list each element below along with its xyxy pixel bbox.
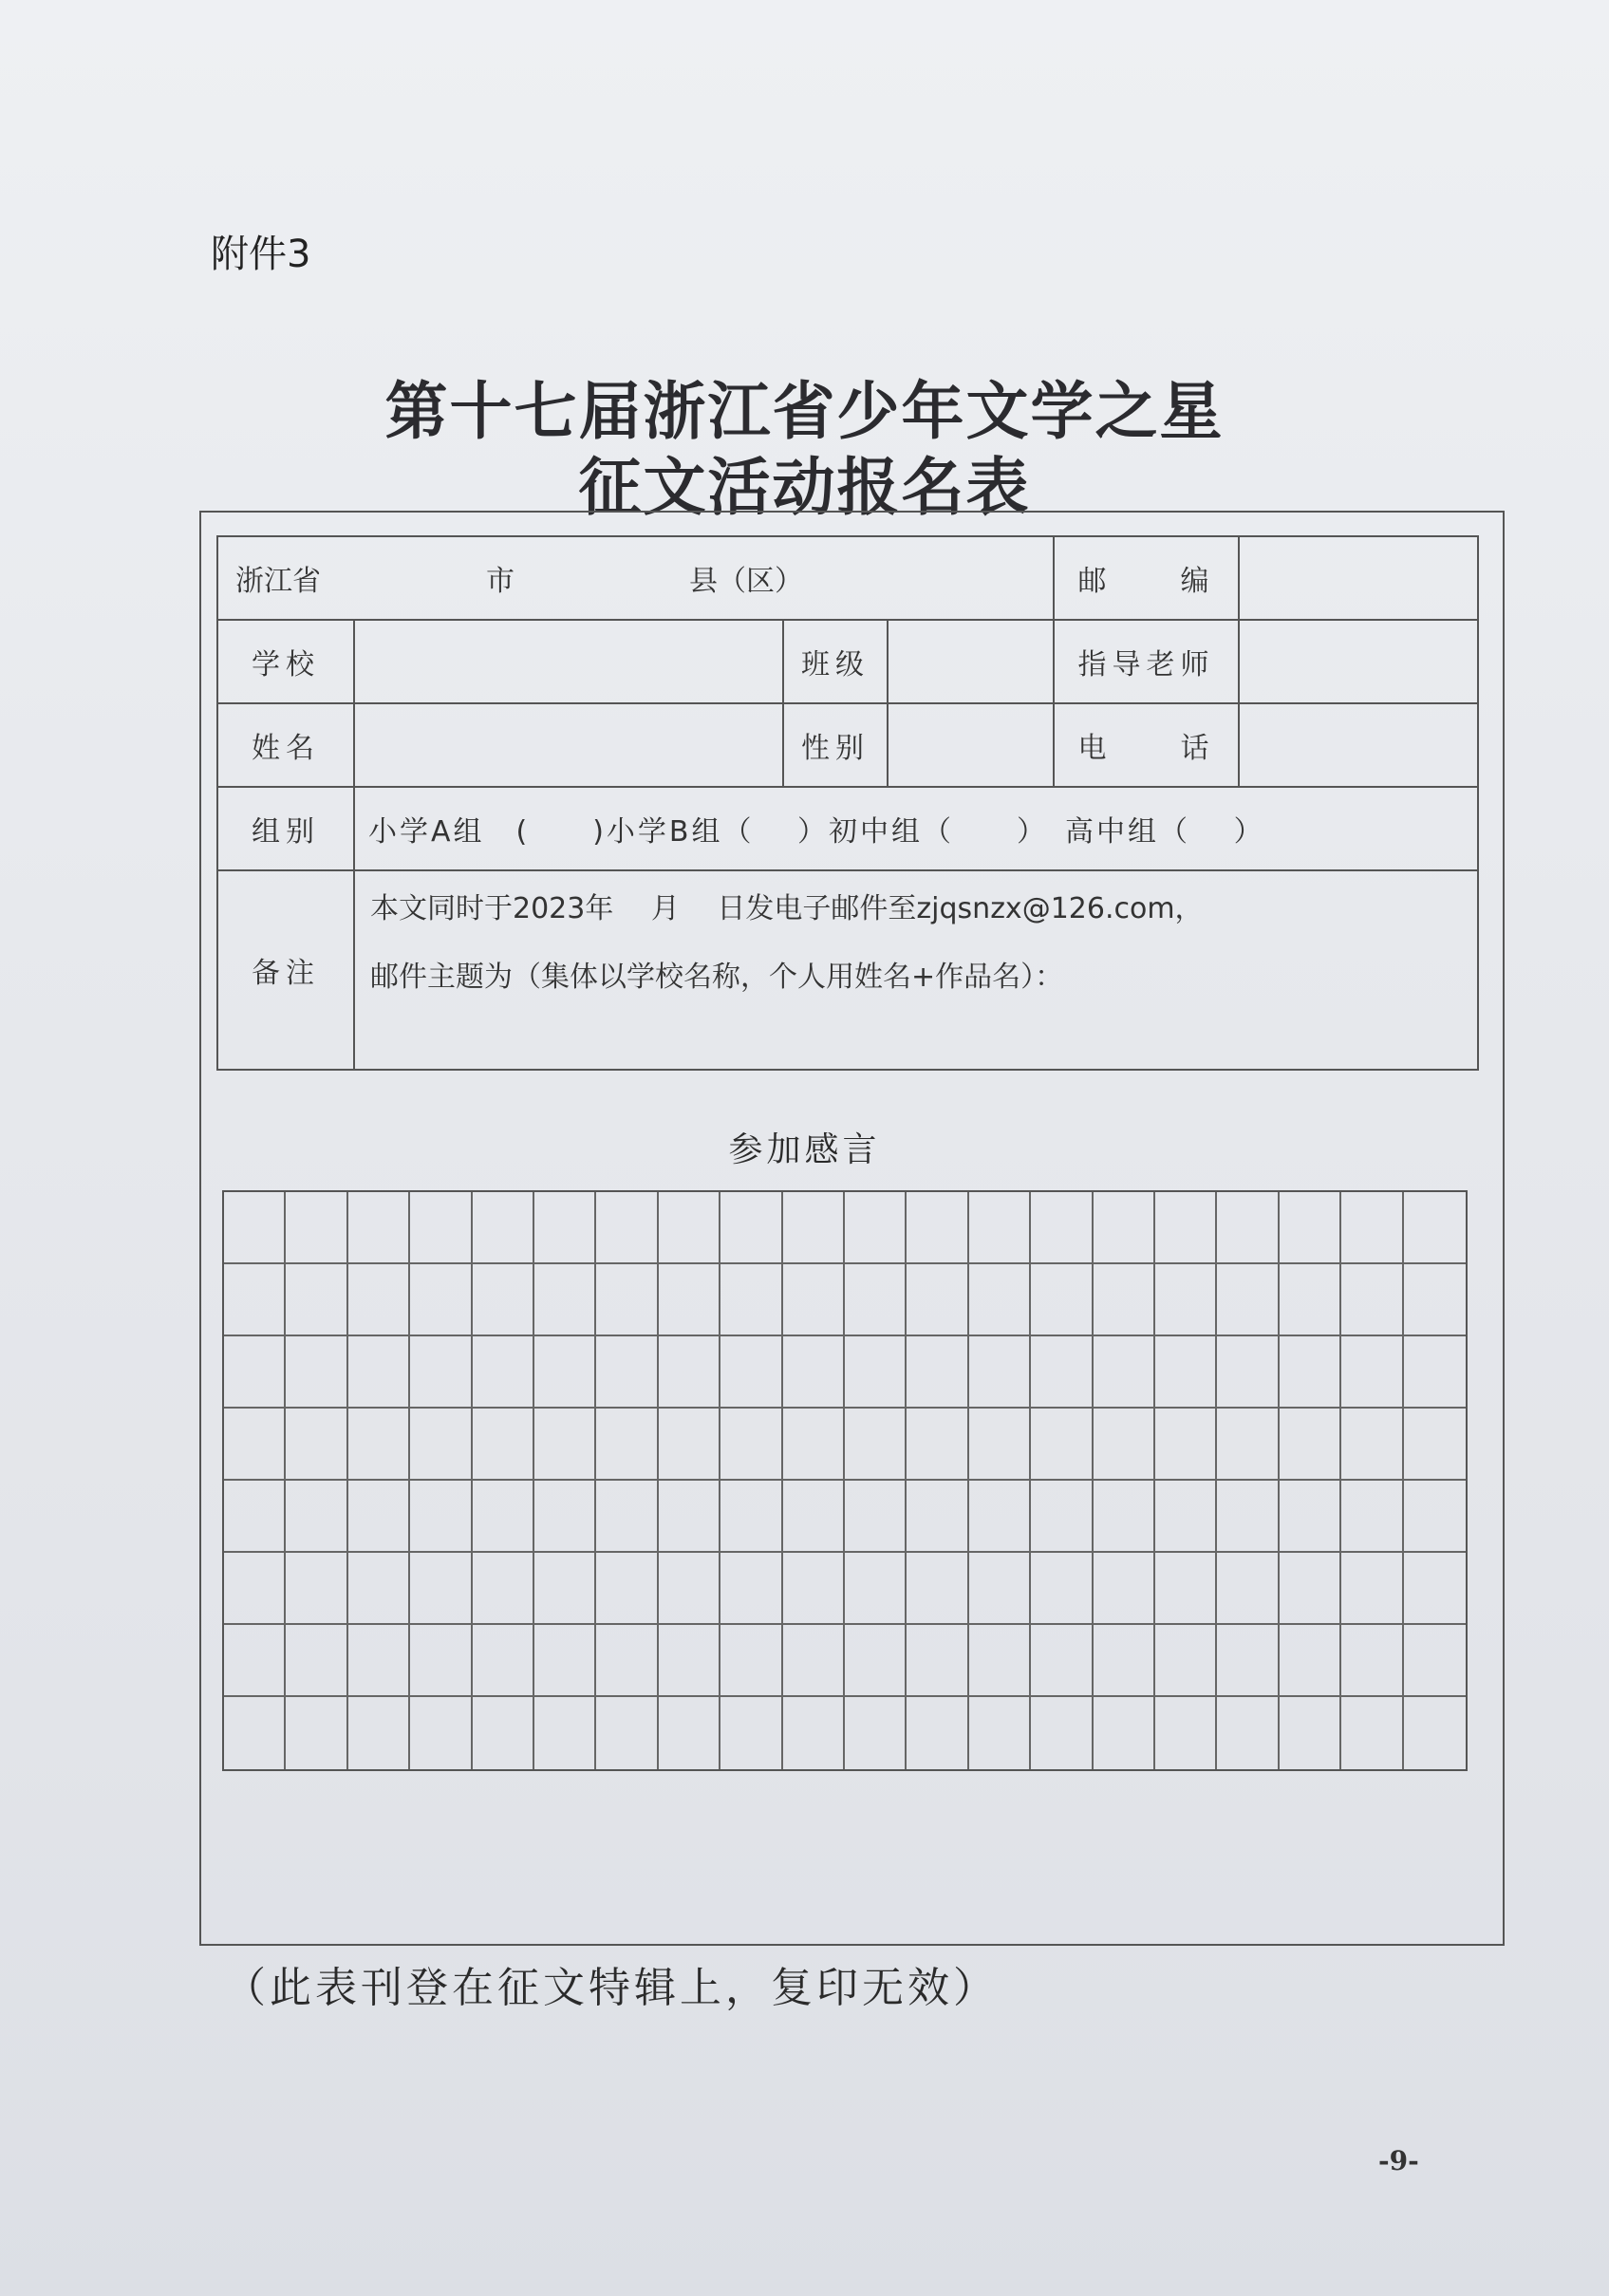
grid-cell[interactable] [1155, 1192, 1217, 1264]
grid-cell[interactable] [348, 1481, 410, 1553]
grid-cell[interactable] [224, 1336, 286, 1409]
grid-cell[interactable] [1094, 1553, 1155, 1625]
grid-cell[interactable] [348, 1192, 410, 1264]
grid-cell[interactable] [1341, 1192, 1403, 1264]
grid-cell[interactable] [348, 1697, 410, 1769]
footnote: （此表刊登在征文特辑上，复印无效） [224, 1964, 999, 2012]
grid-cell[interactable] [720, 1553, 782, 1625]
grid-cell[interactable] [1094, 1697, 1155, 1769]
grid-cell[interactable] [410, 1409, 472, 1481]
page-number: -9- [1378, 2145, 1419, 2176]
grid-cell[interactable] [534, 1553, 596, 1625]
grid-cell[interactable] [348, 1625, 410, 1697]
grid-cell[interactable] [1280, 1336, 1341, 1409]
grid-cell[interactable] [1031, 1553, 1093, 1625]
class-label: 班级 [783, 620, 888, 703]
grid-cell[interactable] [286, 1697, 347, 1769]
grid-cell[interactable] [348, 1553, 410, 1625]
grid-cell[interactable] [473, 1409, 534, 1481]
grid-cell[interactable] [783, 1336, 845, 1409]
grid-cell[interactable] [224, 1409, 286, 1481]
grid-cell[interactable] [845, 1192, 907, 1264]
remarks-line2: 邮件主题为（集体以学校名称，个人用姓名+作品名）： [370, 961, 1064, 994]
grid-cell[interactable] [410, 1481, 472, 1553]
grid-cell[interactable] [596, 1409, 658, 1481]
grid-cell[interactable] [783, 1553, 845, 1625]
grid-cell[interactable] [969, 1409, 1031, 1481]
grid-cell[interactable] [1155, 1481, 1217, 1553]
table-row-location [217, 536, 1478, 620]
name-label: 姓名 [217, 703, 354, 787]
remarks-field[interactable] [354, 870, 1478, 1070]
grid-cell[interactable] [534, 1697, 596, 1769]
school-field[interactable] [354, 620, 783, 703]
registration-table [216, 535, 1479, 1071]
grid-cell[interactable] [1155, 1264, 1217, 1336]
grid-cell[interactable] [907, 1192, 968, 1264]
grid-cell[interactable] [907, 1553, 968, 1625]
grid-cell[interactable] [783, 1481, 845, 1553]
grid-cell[interactable] [907, 1409, 968, 1481]
grid-cell[interactable] [1280, 1192, 1341, 1264]
grid-cell[interactable] [410, 1625, 472, 1697]
school-label: 学校 [217, 620, 354, 703]
grid-cell[interactable] [286, 1409, 347, 1481]
city-label: 市 [486, 565, 515, 598]
grid-cell[interactable] [534, 1264, 596, 1336]
grid-cell[interactable] [596, 1481, 658, 1553]
grid-cell[interactable] [534, 1625, 596, 1697]
grid-cell[interactable] [845, 1553, 907, 1625]
grid-cell[interactable] [783, 1697, 845, 1769]
grid-cell[interactable] [596, 1697, 658, 1769]
group-options[interactable]: 小学A组 ( )小学B组（ ）初中组（ ） 高中组（ ） [354, 787, 1478, 870]
grid-cell[interactable] [286, 1192, 347, 1264]
grid-cell[interactable] [1155, 1553, 1217, 1625]
grid-cell[interactable] [720, 1264, 782, 1336]
grid-cell[interactable] [286, 1625, 347, 1697]
grid-cell[interactable] [720, 1481, 782, 1553]
grid-cell[interactable] [1094, 1481, 1155, 1553]
grid-cell[interactable] [659, 1192, 720, 1264]
grid-cell[interactable] [286, 1336, 347, 1409]
grid-cell[interactable] [845, 1264, 907, 1336]
grid-cell[interactable] [1341, 1336, 1403, 1409]
postcode-field[interactable] [1239, 536, 1478, 620]
grid-cell[interactable] [1031, 1264, 1093, 1336]
grid-cell[interactable] [1404, 1336, 1466, 1409]
grid-cell[interactable] [1341, 1481, 1403, 1553]
gender-label: 性别 [783, 703, 888, 787]
grid-cell[interactable] [1217, 1336, 1279, 1409]
grid-cell[interactable] [969, 1625, 1031, 1697]
grid-cell[interactable] [720, 1625, 782, 1697]
grid-cell[interactable] [659, 1553, 720, 1625]
grid-cell[interactable] [1280, 1481, 1341, 1553]
essay-section-title: 参加感言 [728, 1130, 881, 1169]
grid-cell[interactable] [1217, 1625, 1279, 1697]
grid-cell[interactable] [1341, 1553, 1403, 1625]
grid-cell[interactable] [659, 1409, 720, 1481]
grid-cell[interactable] [473, 1192, 534, 1264]
grid-cell[interactable] [473, 1625, 534, 1697]
location-field[interactable] [217, 536, 1054, 620]
grid-cell[interactable] [659, 1481, 720, 1553]
grid-cell[interactable] [410, 1192, 472, 1264]
table-row-name [217, 703, 1478, 787]
table-row-group [217, 787, 1478, 870]
grid-cell[interactable] [1155, 1409, 1217, 1481]
grid-cell[interactable] [1217, 1409, 1279, 1481]
grid-cell[interactable] [348, 1336, 410, 1409]
grid-cell[interactable] [348, 1264, 410, 1336]
grid-cell[interactable] [348, 1409, 410, 1481]
grid-cell[interactable] [1031, 1481, 1093, 1553]
grid-cell[interactable] [1404, 1264, 1466, 1336]
grid-cell[interactable] [1094, 1625, 1155, 1697]
grid-cell[interactable] [596, 1625, 658, 1697]
remarks-line1: 本文同时于2023年 月 日发电子邮件至zjqsnzx@126.com， [370, 892, 1204, 925]
grid-cell[interactable] [1217, 1481, 1279, 1553]
grid-cell[interactable] [659, 1336, 720, 1409]
grid-cell[interactable] [224, 1192, 286, 1264]
grid-cell[interactable] [720, 1336, 782, 1409]
grid-cell[interactable] [845, 1697, 907, 1769]
grid-cell[interactable] [410, 1336, 472, 1409]
grid-cell[interactable] [473, 1481, 534, 1553]
grid-cell[interactable] [224, 1264, 286, 1336]
phone-field[interactable] [1239, 703, 1478, 787]
grid-cell[interactable] [1404, 1481, 1466, 1553]
grid-cell[interactable] [969, 1553, 1031, 1625]
grid-cell[interactable] [534, 1336, 596, 1409]
grid-cell[interactable] [224, 1697, 286, 1769]
grid-cell[interactable] [969, 1264, 1031, 1336]
grid-cell[interactable] [473, 1336, 534, 1409]
form-title-line2: 征文活动报名表 [578, 450, 1031, 524]
grid-cell[interactable] [473, 1553, 534, 1625]
grid-cell[interactable] [596, 1264, 658, 1336]
form-title-line1: 第十七届浙江省少年文学之星 [384, 374, 1225, 448]
phone-label: 电 话 [1054, 703, 1239, 787]
grid-cell[interactable] [720, 1697, 782, 1769]
grid-cell[interactable] [1094, 1336, 1155, 1409]
grid-cell[interactable] [410, 1697, 472, 1769]
grid-cell[interactable] [1280, 1409, 1341, 1481]
grid-cell[interactable] [596, 1336, 658, 1409]
grid-cell[interactable] [1217, 1264, 1279, 1336]
grid-cell[interactable] [1341, 1409, 1403, 1481]
grid-cell[interactable] [410, 1553, 472, 1625]
grid-cell[interactable] [410, 1264, 472, 1336]
grid-cell[interactable] [783, 1192, 845, 1264]
essay-writing-grid[interactable] [222, 1190, 1468, 1771]
grid-cell[interactable] [286, 1481, 347, 1553]
grid-cell[interactable] [1031, 1625, 1093, 1697]
table-row-school [217, 620, 1478, 703]
province-label: 浙江省 [235, 565, 321, 598]
grid-cell[interactable] [1031, 1336, 1093, 1409]
grid-cell[interactable] [1155, 1697, 1217, 1769]
grid-cell[interactable] [1404, 1409, 1466, 1481]
county-label: 县（区） [689, 565, 803, 598]
grid-cell[interactable] [907, 1697, 968, 1769]
grid-cell[interactable] [659, 1264, 720, 1336]
grid-cell[interactable] [1031, 1697, 1093, 1769]
grid-cell[interactable] [907, 1481, 968, 1553]
grid-cell[interactable] [1217, 1192, 1279, 1264]
teacher-label: 指导老师 [1054, 620, 1239, 703]
grid-cell[interactable] [783, 1409, 845, 1481]
grid-cell[interactable] [969, 1697, 1031, 1769]
grid-cell[interactable] [1217, 1553, 1279, 1625]
grid-cell[interactable] [907, 1264, 968, 1336]
grid-cell[interactable] [659, 1697, 720, 1769]
grid-cell[interactable] [1341, 1264, 1403, 1336]
postcode-label: 邮 编 [1054, 536, 1239, 620]
grid-cell[interactable] [224, 1625, 286, 1697]
grid-cell[interactable] [907, 1625, 968, 1697]
grid-cell[interactable] [473, 1264, 534, 1336]
grid-cell[interactable] [1217, 1697, 1279, 1769]
grid-cell[interactable] [1404, 1625, 1466, 1697]
grid-cell[interactable] [1280, 1264, 1341, 1336]
table-row-remarks [217, 870, 1478, 1070]
grid-cell[interactable] [1280, 1625, 1341, 1697]
grid-cell[interactable] [1031, 1409, 1093, 1481]
grid-cell[interactable] [845, 1409, 907, 1481]
grid-cell[interactable] [534, 1192, 596, 1264]
grid-cell[interactable] [783, 1625, 845, 1697]
gender-field[interactable] [888, 703, 1054, 787]
grid-cell[interactable] [1404, 1697, 1466, 1769]
grid-cell[interactable] [783, 1264, 845, 1336]
grid-cell[interactable] [1094, 1264, 1155, 1336]
grid-cell[interactable] [659, 1625, 720, 1697]
grid-cell[interactable] [907, 1336, 968, 1409]
grid-cell[interactable] [1280, 1697, 1341, 1769]
grid-cell[interactable] [1341, 1697, 1403, 1769]
remarks-label: 备注 [217, 870, 354, 1070]
grid-cell[interactable] [720, 1192, 782, 1264]
grid-cell[interactable] [845, 1625, 907, 1697]
name-field[interactable] [354, 703, 783, 787]
grid-cell[interactable] [969, 1336, 1031, 1409]
grid-cell[interactable] [1155, 1336, 1217, 1409]
grid-cell[interactable] [224, 1481, 286, 1553]
grid-cell[interactable] [1404, 1553, 1466, 1625]
grid-cell[interactable] [224, 1553, 286, 1625]
grid-cell[interactable] [534, 1481, 596, 1553]
grid-cell[interactable] [1341, 1625, 1403, 1697]
grid-cell[interactable] [473, 1697, 534, 1769]
grid-cell[interactable] [1094, 1192, 1155, 1264]
grid-cell[interactable] [969, 1481, 1031, 1553]
class-field[interactable] [888, 620, 1054, 703]
grid-cell[interactable] [845, 1481, 907, 1553]
grid-cell[interactable] [969, 1192, 1031, 1264]
teacher-field[interactable] [1239, 620, 1478, 703]
grid-cell[interactable] [596, 1553, 658, 1625]
group-label: 组别 [217, 787, 354, 870]
grid-cell[interactable] [1280, 1553, 1341, 1625]
grid-cell[interactable] [845, 1336, 907, 1409]
grid-cell[interactable] [1155, 1625, 1217, 1697]
grid-cell[interactable] [534, 1409, 596, 1481]
grid-cell[interactable] [596, 1192, 658, 1264]
attachment-label: 附件3 [211, 233, 311, 276]
grid-cell[interactable] [1094, 1409, 1155, 1481]
grid-cell[interactable] [286, 1264, 347, 1336]
grid-cell[interactable] [286, 1553, 347, 1625]
grid-cell[interactable] [1404, 1192, 1466, 1264]
grid-cell[interactable] [720, 1409, 782, 1481]
grid-cell[interactable] [1031, 1192, 1093, 1264]
